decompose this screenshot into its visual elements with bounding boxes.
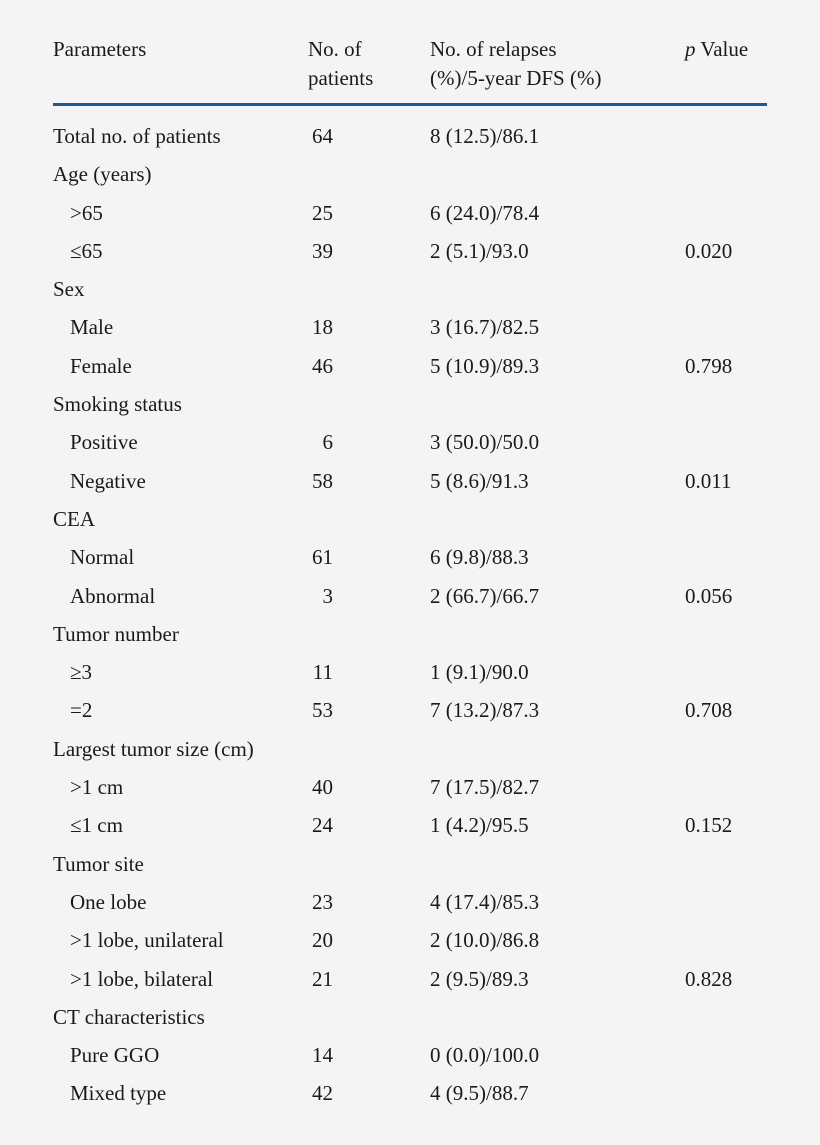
cell-parameter: Tumor site (53, 851, 144, 876)
cell-relapses-dfs: 1 (9.1)/90.0 (430, 660, 529, 685)
cell-patients: 23 (312, 889, 333, 914)
cell-parameter: Largest tumor size (cm) (53, 736, 254, 761)
header-patients-line1: No. of (308, 37, 362, 61)
cell-parameter: >1 cm (70, 775, 124, 800)
table-group-row (0, 117, 820, 155)
header-relapses-line1: No. of relapses (430, 37, 557, 61)
cell-parameter: Sex (53, 277, 85, 302)
cell-patients: 14 (312, 1043, 333, 1068)
cell-patients: 25 (312, 200, 333, 225)
cell-patients: 3 (322, 583, 333, 608)
cell-patients: 6 (322, 430, 333, 455)
cell-parameter: Abnormal (70, 583, 156, 608)
cell-patients: 64 (312, 124, 333, 148)
cell-parameter: Age (years) (53, 162, 152, 187)
cell-patients: 21 (312, 966, 333, 991)
cell-relapses-dfs: 8 (12.5)/86.1 (430, 124, 540, 148)
table-group-row (0, 155, 820, 193)
table-row (0, 308, 820, 346)
cell-relapses-dfs: 5 (8.6)/91.3 (430, 468, 529, 493)
cell-relapses-dfs: 6 (24.0)/78.4 (430, 200, 540, 225)
cell-relapses-dfs: 7 (17.5)/82.7 (430, 775, 540, 800)
cell-relapses-dfs: 6 (9.8)/88.3 (430, 545, 529, 570)
cell-parameter: Smoking status (53, 392, 182, 417)
header-parameters: Parameters (53, 37, 147, 61)
table-row (0, 1036, 820, 1074)
table-row (0, 806, 820, 844)
cell-parameter: CEA (53, 506, 95, 531)
header-relapses (430, 35, 601, 93)
table-row (0, 194, 820, 232)
cell-relapses-dfs: 2 (66.7)/66.7 (430, 583, 540, 608)
cell-p-value: 0.020 (685, 238, 733, 263)
table-row (0, 462, 820, 500)
table-group-row (0, 998, 820, 1036)
table-group-row (0, 615, 820, 653)
cell-relapses-dfs: 3 (16.7)/82.5 (430, 315, 540, 340)
cell-relapses-dfs: 7 (13.2)/87.3 (430, 698, 540, 723)
cell-p-value: 0.798 (685, 353, 733, 378)
cell-relapses-dfs: 2 (9.5)/89.3 (430, 966, 529, 991)
cell-patients: 18 (312, 315, 333, 340)
cell-p-value: 0.011 (685, 468, 732, 493)
table-group-row (0, 270, 820, 308)
cell-patients: 46 (312, 353, 333, 378)
header-p-italic: p (685, 37, 696, 61)
cell-parameter: ≥3 (70, 660, 93, 685)
cell-patients: 53 (312, 698, 333, 723)
table-group-row (0, 845, 820, 883)
cell-relapses-dfs: 5 (10.9)/89.3 (430, 353, 540, 378)
table-row (0, 538, 820, 576)
cell-parameter: CT characteristics (53, 1004, 205, 1029)
cell-relapses-dfs: 1 (4.2)/95.5 (430, 813, 529, 838)
header-patients-line2: patients (308, 66, 374, 90)
cell-patients: 40 (312, 775, 333, 800)
cell-parameter: ≤1 cm (70, 813, 123, 838)
cell-relapses-dfs: 4 (9.5)/88.7 (430, 1081, 529, 1106)
cell-parameter: Female (70, 353, 132, 378)
header-p-value (685, 35, 748, 64)
cell-p-value: 0.056 (685, 583, 733, 608)
cell-parameter: Total no. of patients (53, 124, 221, 148)
cell-parameter: ≤65 (70, 238, 103, 263)
table-row (0, 691, 820, 729)
cell-p-value: 0.152 (685, 813, 733, 838)
table-row (0, 347, 820, 385)
cell-relapses-dfs: 4 (17.4)/85.3 (430, 889, 540, 914)
cell-parameter: >65 (70, 200, 103, 225)
table-group-row (0, 500, 820, 538)
header-patients (308, 35, 373, 93)
cell-parameter: =2 (70, 698, 93, 723)
table-row (0, 921, 820, 959)
cell-patients: 11 (312, 660, 333, 685)
cell-parameter: Positive (70, 430, 138, 455)
cell-patients: 58 (312, 468, 333, 493)
header-p-rest: Value (695, 37, 749, 61)
cell-p-value: 0.708 (685, 698, 733, 723)
cell-parameter: Pure GGO (70, 1043, 160, 1068)
table-row (0, 883, 820, 921)
header-rule (53, 103, 767, 106)
cell-parameter: One lobe (70, 889, 147, 914)
cell-relapses-dfs: 0 (0.0)/100.0 (430, 1043, 540, 1068)
cell-parameter: Normal (70, 545, 135, 570)
cell-patients: 42 (312, 1081, 333, 1106)
table-row (0, 960, 820, 998)
cell-parameter: Tumor number (53, 621, 179, 646)
table-row (0, 577, 820, 615)
table-row (0, 1074, 820, 1112)
table-row (0, 423, 820, 461)
cell-parameter: >1 lobe, bilateral (70, 966, 214, 991)
cell-relapses-dfs: 2 (10.0)/86.8 (430, 928, 540, 953)
table-row (0, 232, 820, 270)
table-body (0, 117, 820, 1113)
cell-patients: 61 (312, 545, 333, 570)
cell-parameter: Male (70, 315, 114, 340)
cell-parameter: Negative (70, 468, 146, 493)
cell-patients: 39 (312, 238, 333, 263)
table-row (0, 768, 820, 806)
cell-relapses-dfs: 3 (50.0)/50.0 (430, 430, 540, 455)
header-relapses-line2: (%)/5-year DFS (%) (430, 66, 602, 90)
cell-patients: 24 (312, 813, 333, 838)
cell-parameter: >1 lobe, unilateral (70, 928, 224, 953)
cell-patients: 20 (312, 928, 333, 953)
table-group-row (0, 730, 820, 768)
table-row (0, 653, 820, 691)
cell-parameter: Mixed type (70, 1081, 167, 1106)
table-group-row (0, 385, 820, 423)
cell-p-value: 0.828 (685, 966, 733, 991)
cell-relapses-dfs: 2 (5.1)/93.0 (430, 238, 529, 263)
